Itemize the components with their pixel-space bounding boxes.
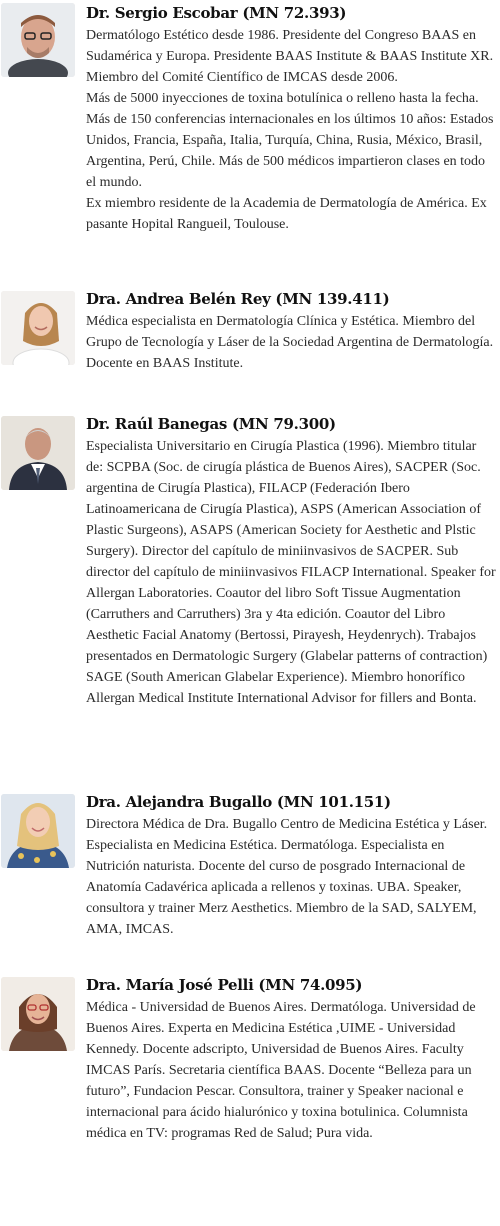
bio-paragraph: Ex miembro residente de la Academia de Dermatología de América. Ex pasante Hopital Rangueil, Toulouse. <box>86 196 487 232</box>
profile-photo <box>1 794 75 868</box>
bio-paragraph: Médica - Universidad de Buenos Aires. Dermatóloga. Universidad de Buenos Aires. Experta en Medicina Estética ,UIME - Universidad Kennedy. Docente adscripto, Universidad de Buenos Aires. Faculty IMCAS París. Secretaria científica BAAS. Docente “Belleza para un futuro”, Fundacion Pescar. Consultora, trainer y Speaker nacional e internacional para ácido hialurónico y toxina botulinica. Columnista médica en TV: programas Red de Salud; Pura vida. <box>86 1000 476 1141</box>
profile-photo <box>1 977 75 1051</box>
person-name: Dra. Alejandra Bugallo (MN 101.151) <box>86 793 391 811</box>
person-name: Dra. Andrea Belén Rey (MN 139.411) <box>86 290 390 308</box>
profile-photo <box>1 416 75 490</box>
person-name: Dra. María José Pelli (MN 74.095) <box>86 976 363 994</box>
person-name: Dr. Raúl Banegas (MN 79.300) <box>86 415 336 433</box>
bio-paragraph: Especialista Universitario en Cirugía Plastica (1996). Miembro titular de: SCPBA (Soc. de cirugía plástica de Buenos Aires), SACPER (Soc. argentina de Cirugía Plastica), FILACP (Federación Ibero Latinoamericana de Cirugía Plastica), ASPS (American Association of Plastic Surgeons), ASAPS (American Society for Aesthetic and Plstic Surgery). Director del capítulo de miniinvasivos de SACPER. Sub director del capítulo de miniinvasivos FILACP International. Speaker for Allergan Laboratories. Coautor del libro Soft Tissue Augmentation (Carruthers and Carruthers) 3ra y 4ta edición. Coautor del Libro Aesthetic Facial Anatomy (Bertossi, Pirayesh, Heydenrych). Trabajos presentados en Dermatologic Surgery (Glabelar patterns of contraction) SAGE (South American Glabelar Experience). Miembro honorífico Allergan Medical Institute International Advisor for fillers and Bonta. <box>86 439 496 706</box>
bio-paragraph: Directora Médica de Dra. Bugallo Centro de Medicina Estética y Láser. Especialista en Medicina Estética. Dermatóloga. Especialista en Nutrición naturista. Docente del curso de posgrado Internacional de Anatomía Cadavérica aplicada a rellenos y toxinas. UBA. Speaker, consultora y trainer Merz Aesthetics. Miembro de la SAD, SALYEM, AMA, IMCAS. <box>86 817 488 937</box>
profile-photo <box>1 291 75 365</box>
profile-photo <box>1 3 75 77</box>
person-name: Dr. Sergio Escobar (MN 72.393) <box>86 4 347 22</box>
bio-paragraph: Dermatólogo Estético desde 1986. Presidente del Congreso BAAS en Sudamérica y Europa. Presidente BAAS Institute & BAAS Institute XR. Miembro del Comité Científico de IMCAS desde 2006. <box>86 28 494 85</box>
bio-paragraph: Más de 5000 inyecciones de toxina botulínica o relleno hasta la fecha. Más de 150 conferencias internacionales en los últimos 10 años: Estados Unidos, Francia, España, Italia, Turquía, China, Rusia, México, Brasil, Argentina, Perú, Chile. Más de 500 médicos impartieron clases en todo el mundo. <box>86 91 494 190</box>
bio-paragraph: Médica especialista en Dermatología Clínica y Estética. Miembro del Grupo de Tecnología y Láser de la Sociedad Argentina de Dermatología. Docente en BAAS Institute. <box>86 314 494 371</box>
